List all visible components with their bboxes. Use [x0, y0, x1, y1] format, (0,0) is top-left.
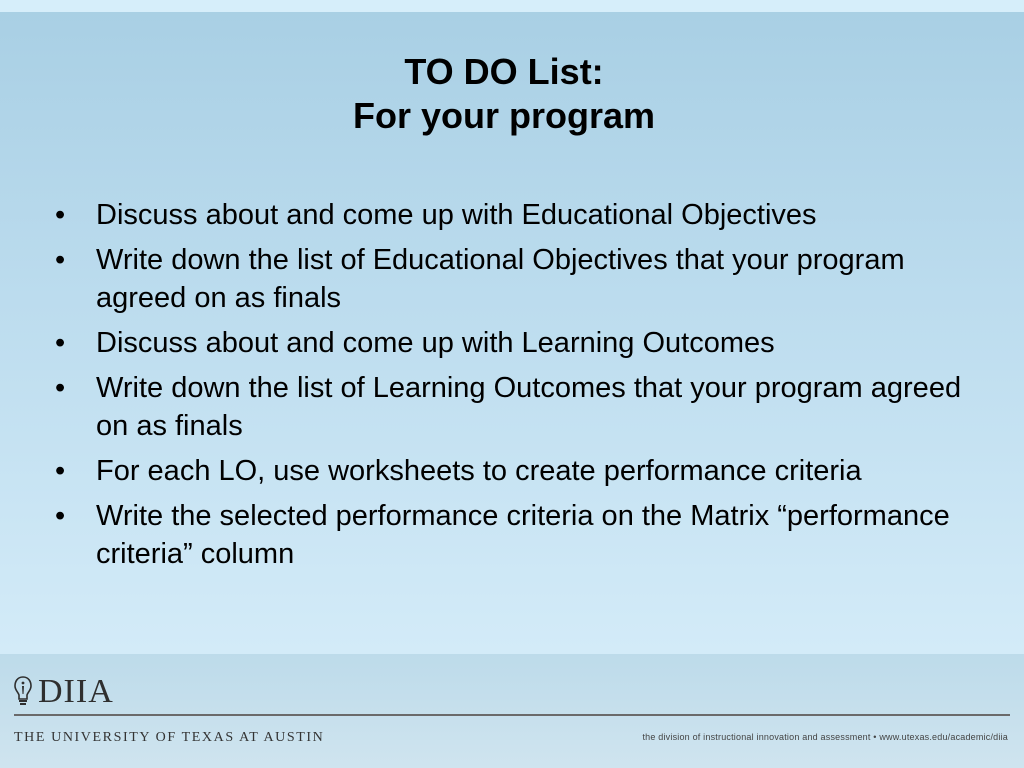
- bullet-marker: •: [55, 199, 66, 231]
- bullet-marker: •: [55, 327, 66, 359]
- footer-divider: [14, 714, 1010, 716]
- bullet-text: Discuss about and come up with Educational Objectives: [96, 199, 817, 231]
- footer-tagline: the division of instructional innovation and assessment • www.utexas.edu/academic/diia: [642, 732, 1008, 742]
- title-line-2: For your program: [352, 95, 656, 136]
- bullet-text: For each LO, use worksheets to create performance criteria: [96, 455, 862, 487]
- top-band: [0, 0, 1024, 12]
- bullet-item: [55, 369, 975, 445]
- slide-title: [0, 50, 1008, 138]
- diia-logo: [14, 674, 114, 710]
- bullet-item: [55, 324, 975, 362]
- bullet-item: [55, 241, 975, 317]
- university-name: THE UNIVERSITY OF TEXAS AT AUSTIN: [14, 730, 325, 745]
- footer: [0, 654, 1024, 768]
- bullet-marker: •: [55, 244, 66, 276]
- lightbulb-info-icon: [14, 675, 32, 709]
- bullet-marker: •: [55, 455, 66, 487]
- bullet-text: Write down the list of Learning Outcomes that your program agreed on as finals: [96, 372, 962, 442]
- bullet-marker: •: [55, 500, 66, 532]
- bullet-item: [55, 497, 975, 573]
- bullet-item: [55, 196, 975, 234]
- title-line-1: TO DO List:: [404, 51, 604, 92]
- bullet-marker: •: [55, 372, 66, 404]
- bullet-item: [55, 452, 975, 490]
- bullet-list: [55, 196, 975, 580]
- logo-text: DIIA: [38, 673, 114, 710]
- bullet-text: Write down the list of Educational Objectives that your program agreed on as finals: [96, 244, 905, 314]
- bullet-text: Write the selected performance criteria on the Matrix “performance criteria” column: [96, 500, 950, 570]
- bullet-text: Discuss about and come up with Learning Outcomes: [96, 327, 775, 359]
